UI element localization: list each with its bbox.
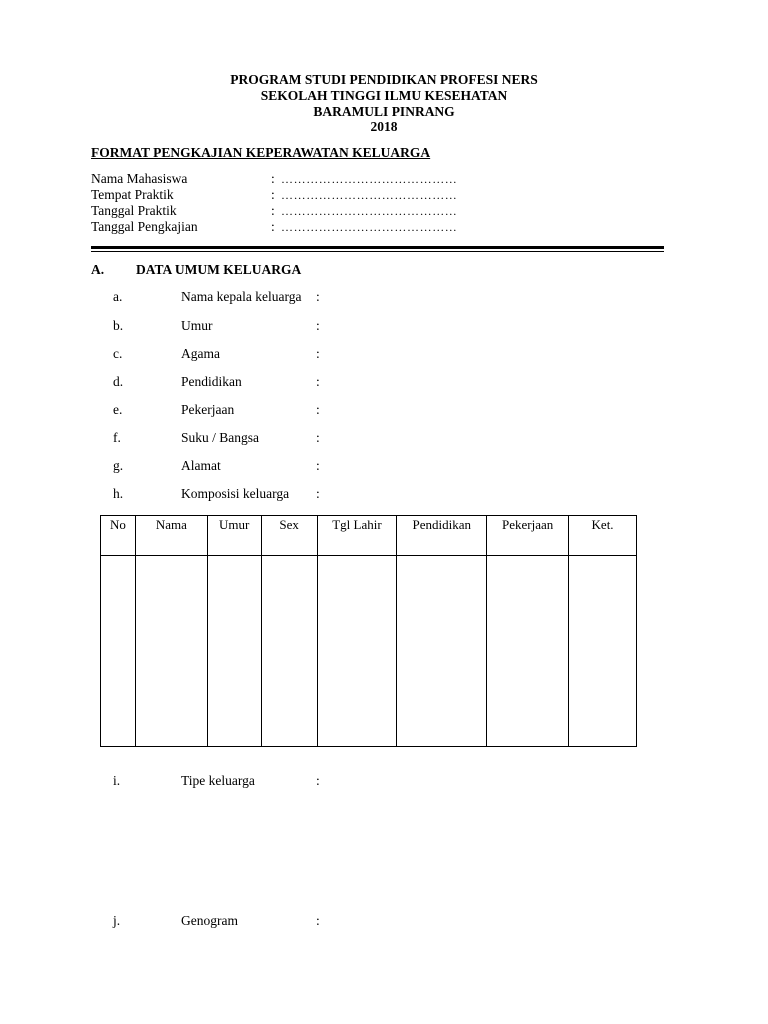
section-title: DATA UMUM KELUARGA bbox=[136, 262, 302, 277]
info-colon: : bbox=[271, 203, 275, 218]
info-field-nama-mahasiswa[interactable]: …………………………………… bbox=[281, 172, 458, 186]
item-letter: a. bbox=[113, 289, 123, 304]
info-colon: : bbox=[271, 171, 275, 186]
table-cell[interactable] bbox=[207, 556, 261, 747]
item-colon: : bbox=[316, 402, 320, 417]
item-colon: : bbox=[316, 318, 320, 333]
info-field-tempat-praktik[interactable]: …………………………………… bbox=[281, 188, 458, 202]
item-colon: : bbox=[316, 289, 320, 304]
item-letter: d. bbox=[113, 374, 124, 389]
item-colon: : bbox=[316, 374, 320, 389]
column-header-ket: Ket. bbox=[569, 516, 637, 556]
column-header-no: No bbox=[101, 516, 136, 556]
info-colon: : bbox=[271, 219, 275, 234]
info-label-nama-mahasiswa: Nama Mahasiswa bbox=[91, 171, 188, 186]
table-header-row bbox=[101, 516, 637, 556]
item-letter: e. bbox=[113, 402, 123, 417]
item-colon: : bbox=[316, 458, 320, 473]
column-header-umur: Umur bbox=[207, 516, 261, 556]
item-label-agama: Agama bbox=[181, 346, 220, 361]
info-field-tanggal-pengkajian[interactable]: …………………………………… bbox=[281, 220, 458, 234]
info-label-tanggal-pengkajian: Tanggal Pengkajian bbox=[91, 219, 198, 234]
column-header-nama: Nama bbox=[135, 516, 207, 556]
info-field-tanggal-praktik[interactable]: …………………………………… bbox=[281, 204, 458, 218]
item-label-tipe-keluarga: Tipe keluarga bbox=[181, 773, 255, 788]
divider-thin bbox=[91, 251, 664, 252]
item-label-genogram: Genogram bbox=[181, 913, 238, 928]
info-label-tanggal-praktik: Tanggal Praktik bbox=[91, 203, 177, 218]
table-row bbox=[101, 556, 637, 747]
item-label-pekerjaan: Pekerjaan bbox=[181, 402, 235, 417]
item-colon: : bbox=[316, 346, 320, 361]
header-line-1: PROGRAM STUDI PENDIDIKAN PROFESI NERS bbox=[230, 72, 538, 87]
info-colon: : bbox=[271, 187, 275, 202]
section-letter: A. bbox=[91, 262, 105, 277]
item-letter: g. bbox=[113, 458, 124, 473]
table-cell[interactable] bbox=[487, 556, 569, 747]
item-label-umur: Umur bbox=[181, 318, 213, 333]
item-label-suku-bangsa: Suku / Bangsa bbox=[181, 430, 260, 445]
item-letter: f. bbox=[113, 430, 121, 445]
item-colon: : bbox=[316, 773, 320, 788]
item-label-alamat: Alamat bbox=[181, 458, 221, 473]
item-letter: c. bbox=[113, 346, 123, 361]
column-header-sex: Sex bbox=[261, 516, 317, 556]
table-cell[interactable] bbox=[101, 556, 136, 747]
item-letter: i. bbox=[113, 773, 121, 788]
table-cell[interactable] bbox=[261, 556, 317, 747]
header-year: 2018 bbox=[370, 119, 398, 134]
table-cell[interactable] bbox=[317, 556, 397, 747]
table-cell[interactable] bbox=[135, 556, 207, 747]
form-title: FORMAT PENGKAJIAN KEPERAWATAN KELUARGA bbox=[91, 145, 431, 160]
item-letter: b. bbox=[113, 318, 124, 333]
item-label-komposisi-keluarga: Komposisi keluarga bbox=[181, 486, 290, 501]
header-line-2: SEKOLAH TINGGI ILMU KESEHATAN bbox=[260, 88, 508, 103]
header-line-3: BARAMULI PINRANG bbox=[313, 104, 455, 119]
info-label-tempat-praktik: Tempat Praktik bbox=[91, 187, 174, 202]
column-header-tgl-lahir: Tgl Lahir bbox=[317, 516, 397, 556]
item-letter: h. bbox=[113, 486, 124, 501]
item-label-pendidikan: Pendidikan bbox=[181, 374, 242, 389]
table-cell[interactable] bbox=[397, 556, 487, 747]
item-colon: : bbox=[316, 430, 320, 445]
item-letter: j. bbox=[113, 913, 121, 928]
item-colon: : bbox=[316, 486, 320, 501]
divider-thick bbox=[91, 246, 664, 249]
family-composition-table bbox=[100, 515, 637, 747]
column-header-pendidikan: Pendidikan bbox=[397, 516, 487, 556]
item-colon: : bbox=[316, 913, 320, 928]
item-label-nama-kepala-keluarga: Nama kepala keluarga bbox=[181, 289, 302, 304]
table-cell[interactable] bbox=[569, 556, 637, 747]
column-header-pekerjaan: Pekerjaan bbox=[487, 516, 569, 556]
